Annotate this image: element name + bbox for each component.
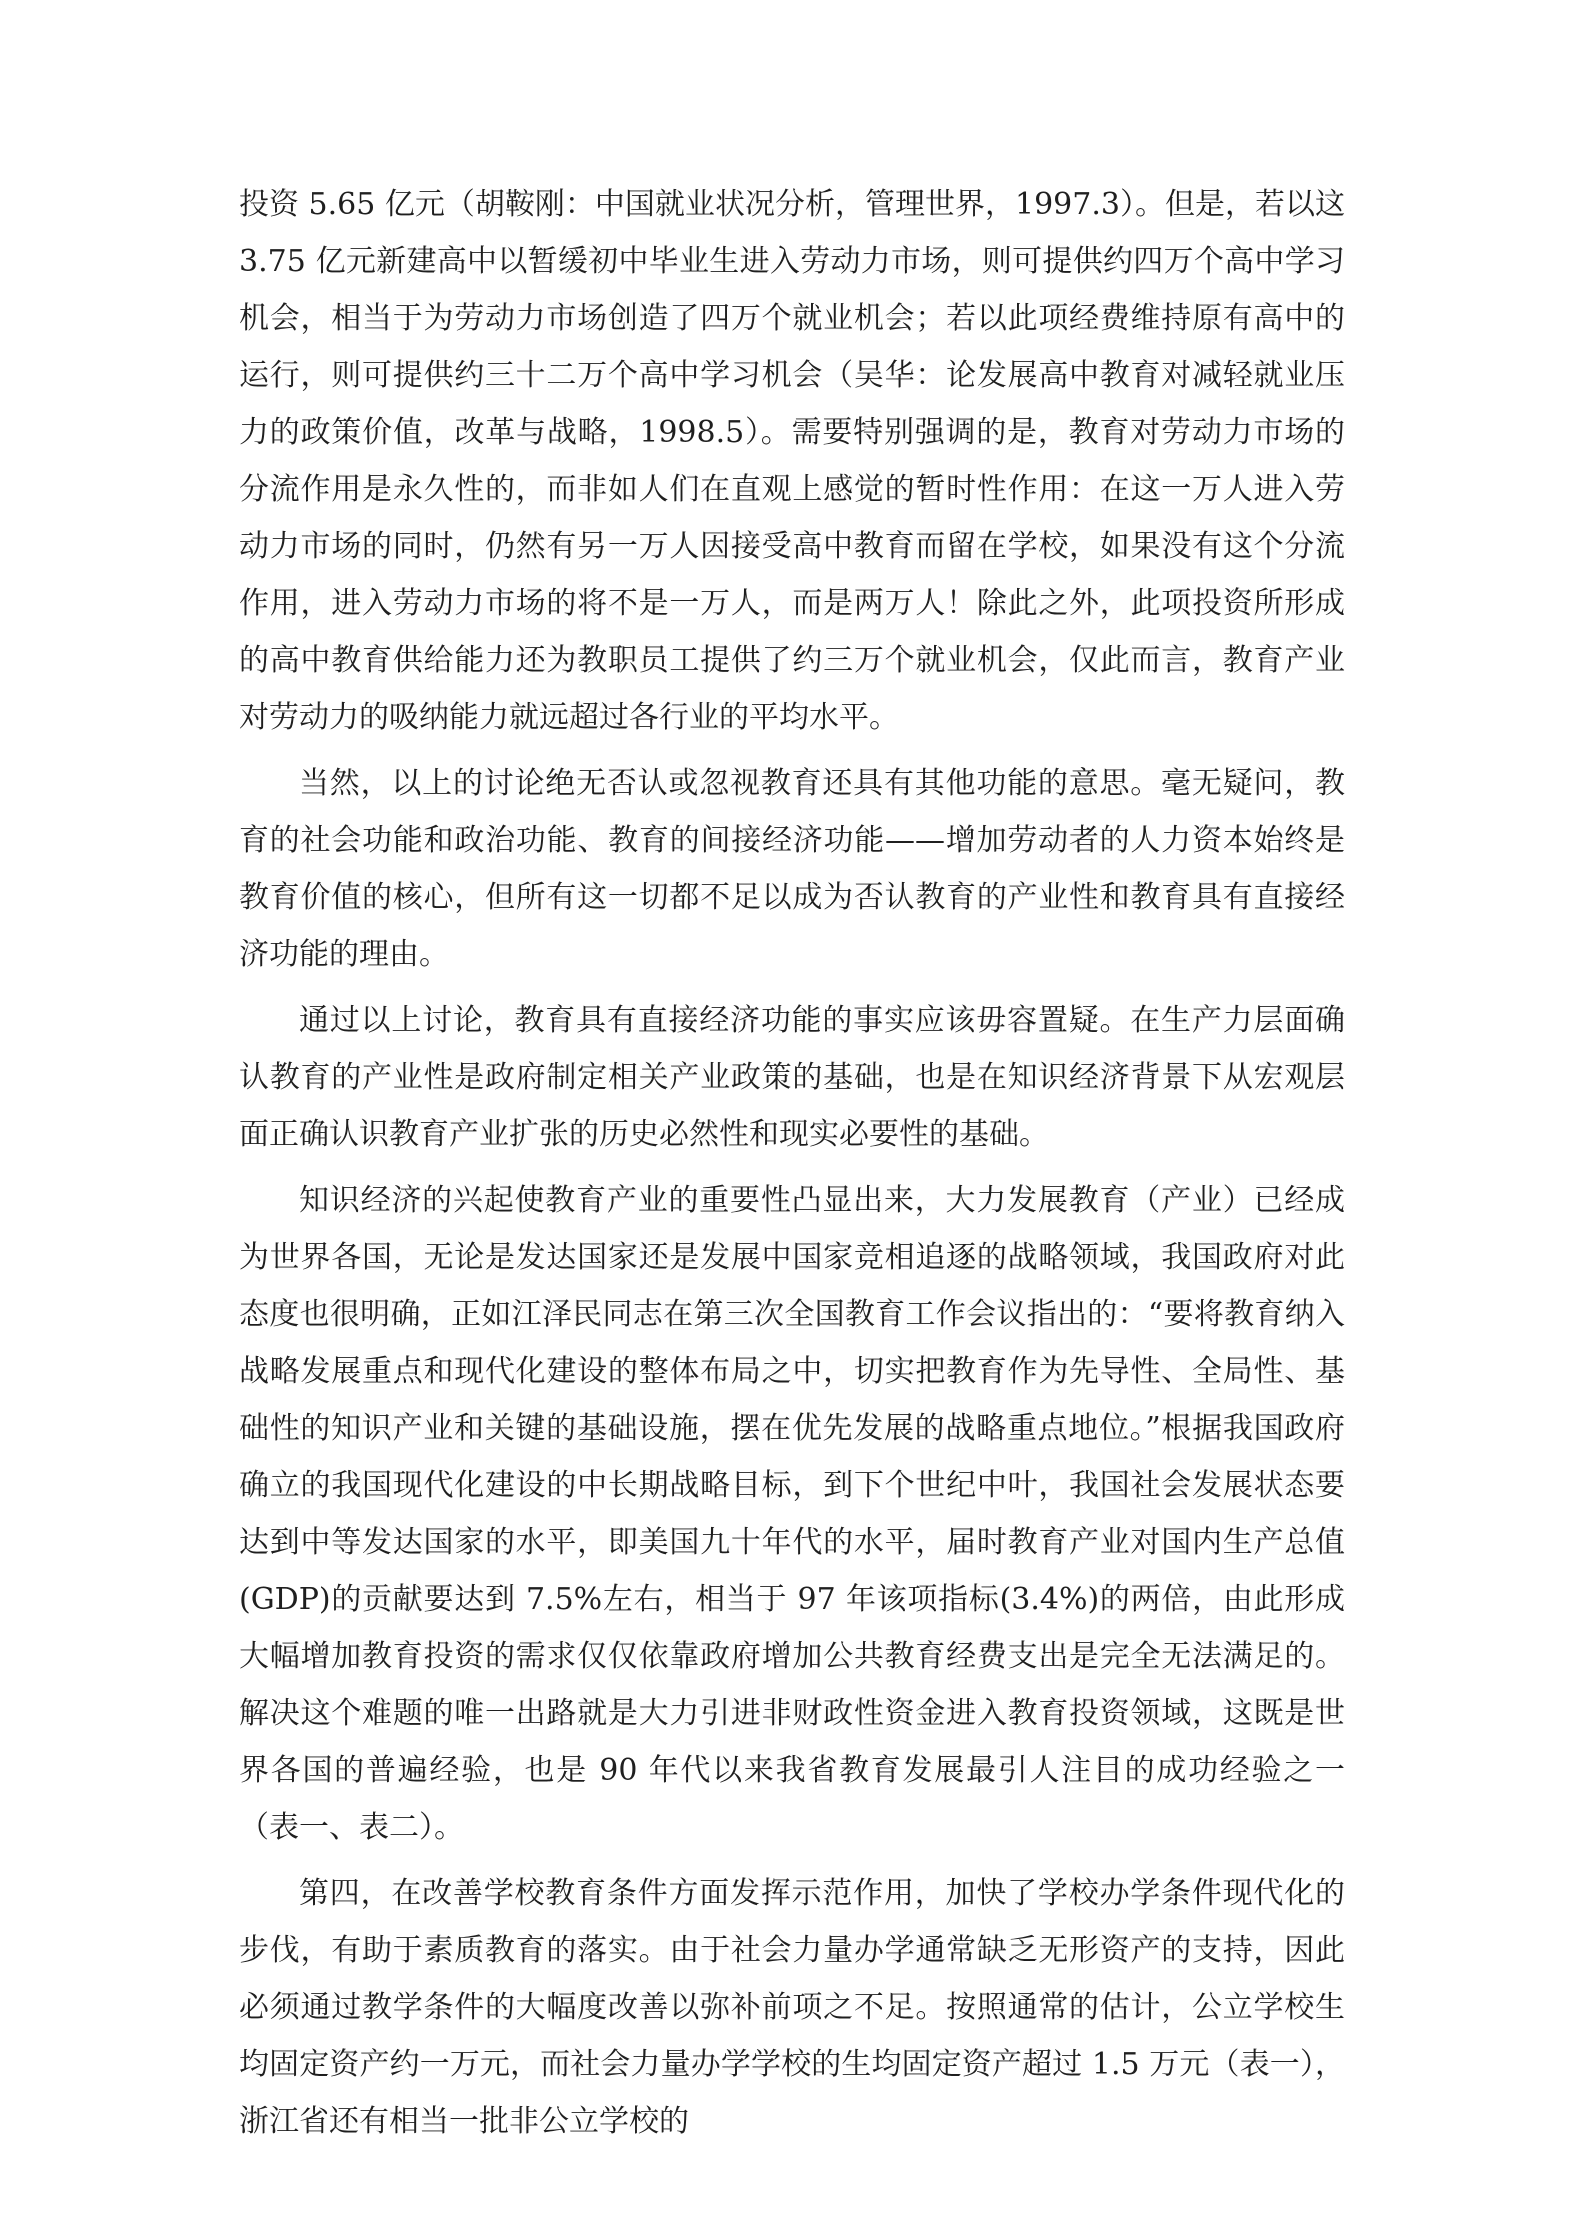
document-page: [239, 176, 1345, 2159]
paragraph-3: 通过以上讨论，教育具有直接经济功能的事实应该毋容置疑。在生产力层面确认教育的产业性是政府制定相关产业政策的基础，也是在知识经济背景下从宏观层面正确认识教育产业扩张的历史必然性和现实必要性的基础。: [239, 1003, 1345, 1152]
paragraph-4: 知识经济的兴起使教育产业的重要性凸显出来，大力发展教育（产业）已经成为世界各国，无论是发达国家还是发展中国家竞相追逐的战略领域，我国政府对此态度也很明确，正如江泽民同志在第三次全国教育工作会议指出的：“要将教育纳入战略发展重点和现代化建设的整体布局之中，切实把教育作为先导性、全局性、基础性的知识产业和关键的基础设施，摆在优先发展的战略重点地位。”根据我国政府确立的我国现代化建设的中长期战略目标，到下个世纪中叶，我国社会发展状态要达到中等发达国家的水平，即美国九十年代的水平，届时教育产业对国内生产总值(GDP)的贡献要达到 7.5%左右，相当于 97 年该项指标(3.4%)的两倍，由此形成大幅增加教育投资的需求仅仅依靠政府增加公共教育经费支出是完全无法满足的。解决这个难题的唯一出路就是大力引进非财政性资金进入教育投资领域，这既是世界各国的普遍经验，也是 90 年代以来我省教育发展最引人注目的成功经验之一（表一、表二）。: [239, 1183, 1345, 1845]
paragraph-2: 当然，以上的讨论绝无否认或忽视教育还具有其他功能的意思。毫无疑问，教育的社会功能和政治功能、教育的间接经济功能——增加劳动者的人力资本始终是教育价值的核心，但所有这一切都不足以成为否认教育的产业性和教育具有直接经济功能的理由。: [239, 766, 1345, 972]
paragraph-1: 投资 5.65 亿元（胡鞍刚：中国就业状况分析，管理世界，1997.3）。但是，若以这 3.75 亿元新建高中以暂缓初中毕业生进入劳动力市场，则可提供约四万个高中学习机会，相当于为劳动力市场创造了四万个就业机会；若以此项经费维持原有高中的运行，则可提供约三十二万个高中学习机会（吴华：论发展高中教育对减轻就业压力的政策价值，改革与战略，1998.5）。需要特别强调的是，教育对劳动力市场的分流作用是永久性的，而非如人们在直观上感觉的暂时性作用：在这一万人进入劳动力市场的同时，仍然有另一万人因接受高中教育而留在学校，如果没有这个分流作用，进入劳动力市场的将不是一万人，而是两万人！除此之外，此项投资所形成的高中教育供给能力还为教职员工提供了约三万个就业机会，仅此而言，教育产业对劳动力的吸纳能力就远超过各行业的平均水平。: [239, 187, 1345, 735]
paragraph-5: 第四，在改善学校教育条件方面发挥示范作用，加快了学校办学条件现代化的步伐，有助于素质教育的落实。由于社会力量办学通常缺乏无形资产的支持，因此必须通过教学条件的大幅度改善以弥补前项之不足。按照通常的估计，公立学校生均固定资产约一万元，而社会力量办学学校的生均固定资产超过 1.5 万元（表一），浙江省还有相当一批非公立学校的: [239, 1876, 1345, 2139]
